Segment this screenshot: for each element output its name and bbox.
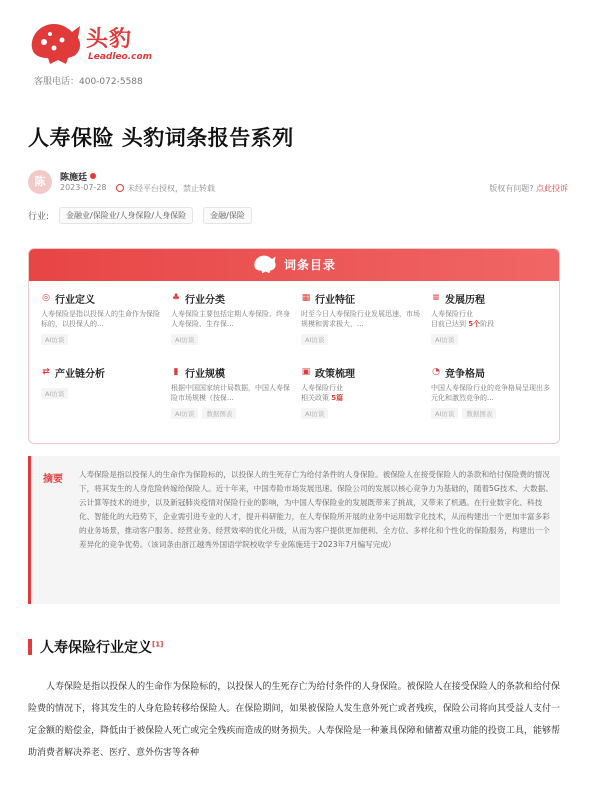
industry-tag[interactable]: 金融/保险 [203, 207, 252, 224]
toc-item-desc: 根据中国国家统计局数据，中国人寿保险市场规模（按保... [171, 384, 290, 402]
copyright-notice: 未经平台授权，禁止转载 [116, 183, 215, 194]
toc-title: 词条目录 [283, 257, 337, 272]
toc-item-history[interactable] [431, 291, 551, 357]
abstract-box [28, 456, 560, 604]
timeline-icon: ≡ [432, 293, 440, 303]
hierarchy-icon: ♣ [171, 293, 181, 303]
section-body: 人寿保险是指以投保人的生命作为保险标的，以投保人的生死存亡为给付条件的人身保险。被保险人在接受保险人的条款和给付保险费的情况下，将其发生的人身危险转移给保险人。在保险期间，如果被保险人发生意外死亡或者残疾，保险公司将向其受益人支付一定金额的赔偿金，降低由于被保险人死亡或完全残疾而造成的财务损失。人寿保险是一种兼具保障和储蓄双重功能的投资工具，能够帮助消费者解决养老、医疗、意外伤害等各种 [28, 682, 560, 758]
industry-tag[interactable]: 金融业/保险业/人身保险/人身保险 [59, 207, 193, 224]
ai-interview-badge[interactable]: AI访谈 [301, 408, 328, 419]
chain-icon: ⇄ [42, 367, 50, 377]
toc-item-competition[interactable] [431, 365, 551, 431]
section-title: 人寿保险行业定义 [40, 640, 152, 656]
toc-item-desc: 时至今日人寿保险行业发展迅速，市场规模和需求极大，... [301, 310, 420, 328]
author-name[interactable]: 陈施廷 [60, 170, 96, 183]
toc-item-desc: 人寿保险行业 目前已达到 5个阶段 [431, 310, 495, 328]
abstract-label: 摘要 [43, 474, 63, 485]
toc-item-classification[interactable] [171, 291, 291, 357]
toc-header [29, 249, 559, 281]
verified-icon [90, 173, 96, 179]
leopard-logo-icon [252, 253, 278, 275]
toc-item-title: 行业规模 [185, 368, 225, 380]
industry-tags [28, 206, 252, 224]
forbidden-icon [116, 184, 124, 192]
toc-item-desc: 中国人寿保险行业的竞争格局呈现出多元化和激烈竞争的... [431, 384, 550, 402]
table-of-contents [28, 248, 560, 444]
toc-item-chain[interactable] [41, 365, 161, 431]
policy-icon: ▣ [301, 367, 311, 377]
leopard-logo-icon [28, 18, 84, 68]
toc-item-title: 行业分类 [185, 294, 225, 306]
author-row [28, 168, 568, 196]
toc-item-title: 发展历程 [445, 294, 485, 306]
toc-item-desc: 人寿保险主要包括定期人寿保险、终身人寿保险、生存保... [171, 310, 290, 328]
toc-item-title: 行业特征 [315, 294, 355, 306]
ai-interview-badge[interactable]: AI访谈 [171, 334, 198, 345]
ai-interview-badge[interactable]: AI访谈 [41, 388, 68, 399]
brand-logo[interactable] [28, 18, 178, 68]
toc-item-title: 竞争格局 [445, 368, 485, 380]
rights-complaint: 版权有问题? 点此投诉 [489, 184, 568, 193]
toc-item-desc: 人寿保险行业 相关政策 5篇 [301, 384, 344, 402]
toc-item-scale[interactable] [171, 365, 291, 431]
toc-item-desc: 人寿保险是指以投保人的生命作为保险标的，以投保人的... [41, 310, 160, 328]
ai-interview-badge[interactable]: AI访谈 [301, 334, 328, 345]
publish-date: 2023-07-28 [60, 183, 107, 192]
toc-item-definition[interactable] [41, 291, 161, 357]
ai-interview-badge[interactable]: AI访谈 [431, 334, 458, 345]
industry-label: 行业: [28, 211, 50, 222]
ai-interview-badge[interactable]: AI访谈 [41, 334, 68, 345]
ai-interview-badge[interactable]: AI访谈 [171, 408, 198, 419]
toc-item-policy[interactable] [301, 365, 421, 431]
ai-interview-badge[interactable]: AI访谈 [431, 408, 458, 419]
section-heading [28, 638, 163, 656]
bar-chart-icon: ▮ [173, 367, 179, 377]
grid-icon: ▦ [301, 293, 311, 303]
toc-item-title: 行业定义 [55, 294, 95, 306]
avatar[interactable]: 陈 [28, 170, 52, 194]
page-title: 人寿保险 头豹词条报告系列 [28, 126, 294, 150]
pie-chart-icon: ◔ [432, 367, 440, 377]
data-chart-badge[interactable]: 数据图表 [202, 408, 236, 419]
brand-name: 头豹 [86, 27, 133, 52]
toc-item-title: 产业链分析 [55, 368, 105, 380]
reference-link[interactable]: [1] [152, 640, 164, 649]
abstract-text: 人寿保险是指以投保人的生命作为保险标的，以投保人的生死存亡为给付条件的人身保险。被保险人在接受保险人的条款和给付保险费的情况下，将其发生的人身危险转嫁给保险人。近十年来，中国寿险市场发展迅速。保险公司的发展以核心竞争力为基础的，随着5G技术、大数据、云计算等技术的进步，以及新冠肺炎疫情对保险行业的影响，为中国人寿保险业的发展既带来了挑战，又带来了机遇。在行业数字化、科技化、智能化的大趋势下，企业需引进专业的人才，提升科研能力，在人寿保险所开展的业务中运用数字化技术，从而构建出一个更加丰富多彩的业务场景，推动客户服务、经营业务、经营效率的优化升级，从而为客户提供更加便利、全方位、多样化和个性化的保险服务，构建出一个差异化的竞争优势。（该词条由浙江越秀外国语学院校收学专业陈施廷于2023年7月编写完成） [79, 470, 553, 549]
toc-item-features[interactable] [301, 291, 421, 357]
brand-domain: Leadleo.com [88, 52, 153, 62]
complaint-link[interactable]: 点此投诉 [536, 184, 568, 193]
toc-item-title: 政策梳理 [315, 368, 355, 380]
data-chart-badge[interactable]: 数据图表 [462, 408, 496, 419]
hotline-text: 客服电话：400-072-5588 [34, 77, 143, 87]
section-accent-bar [28, 639, 32, 655]
search-doc-icon: ◎ [42, 293, 50, 303]
